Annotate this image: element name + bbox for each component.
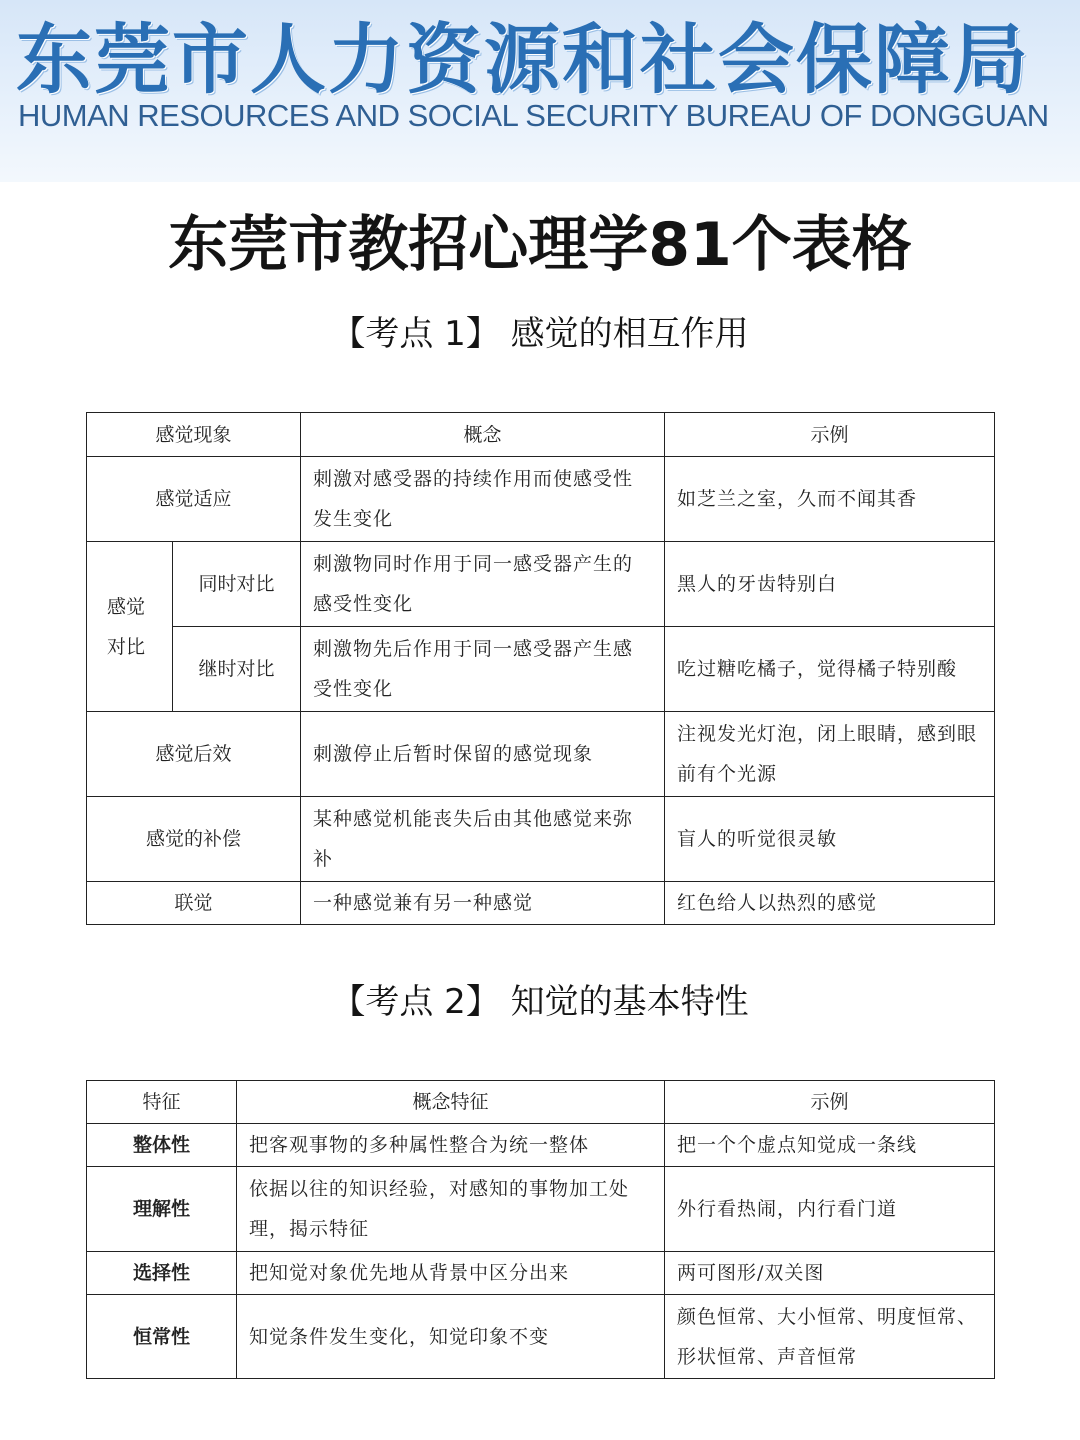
banner-title-chinese: 东莞市人力资源和社会保障局 (16, 15, 1030, 104)
table-row (87, 712, 995, 797)
concept-cell: 把客观事物的多种属性整合为统一整体 (237, 1124, 665, 1167)
group-cell (87, 542, 173, 712)
header-cell: 特征 (87, 1081, 237, 1124)
example-cell: 颜色恒常、大小恒常、明度恒常、形状恒常、声音恒常 (665, 1295, 995, 1379)
group-label: 感觉对比 (107, 595, 146, 658)
concept-cell: 一种感觉兼有另一种感觉 (301, 882, 665, 925)
concept-cell: 依据以往的知识经验，对感知的事物加工处理，揭示特征 (237, 1167, 665, 1252)
example-cell: 红色给人以热烈的感觉 (665, 882, 995, 925)
phenomenon-cell: 联觉 (87, 882, 301, 925)
concept-cell: 刺激停止后暂时保留的感觉现象 (301, 712, 665, 797)
concept-cell: 某种感觉机能丧失后由其他感觉来弥补 (301, 797, 665, 882)
feature-cell: 选择性 (87, 1252, 237, 1295)
header-cell: 示例 (665, 413, 995, 457)
example-cell: 注视发光灯泡，闭上眼睛，感到眼前有个光源 (665, 712, 995, 797)
table-row (87, 1124, 995, 1167)
section-2-title: 【考点 2】 知觉的基本特性 (331, 982, 749, 1022)
section-1-title: 【考点 1】 感觉的相互作用 (331, 314, 749, 354)
header-cell: 概念特征 (237, 1081, 665, 1124)
table-row (87, 1167, 995, 1252)
example-cell: 把一个个虚点知觉成一条线 (665, 1124, 995, 1167)
example-cell: 如芝兰之室，久而不闻其香 (665, 457, 995, 542)
table-row (87, 1295, 995, 1379)
concept-cell: 刺激物先后作用于同一感受器产生感受性变化 (301, 627, 665, 712)
phenomenon-cell: 同时对比 (173, 542, 301, 627)
phenomenon-cell: 继时对比 (173, 627, 301, 712)
sensation-interaction-table (86, 412, 995, 925)
table-header-row (87, 1081, 995, 1124)
header-cell: 感觉现象 (87, 413, 301, 457)
table-row (87, 457, 995, 542)
example-cell: 外行看热闹，内行看门道 (665, 1167, 995, 1252)
example-cell: 两可图形/双关图 (665, 1252, 995, 1295)
feature-cell: 恒常性 (87, 1295, 237, 1379)
feature-cell: 理解性 (87, 1167, 237, 1252)
concept-cell: 把知觉对象优先地从背景中区分出来 (237, 1252, 665, 1295)
example-cell: 盲人的听觉很灵敏 (665, 797, 995, 882)
table-row (87, 1252, 995, 1295)
feature-cell: 整体性 (87, 1124, 237, 1167)
phenomenon-cell: 感觉后效 (87, 712, 301, 797)
concept-cell: 刺激物同时作用于同一感受器产生的感受性变化 (301, 542, 665, 627)
concept-cell: 刺激对感受器的持续作用而使感受性发生变化 (301, 457, 665, 542)
header-banner (0, 0, 1080, 182)
perception-properties-table (86, 1080, 995, 1379)
header-cell: 概念 (301, 413, 665, 457)
example-cell: 吃过糖吃橘子，觉得橘子特别酸 (665, 627, 995, 712)
banner-title-english: HUMAN RESOURCES AND SOCIAL SECURITY BUREAU OF DONGGUAN (18, 98, 1049, 133)
concept-cell: 知觉条件发生变化，知觉印象不变 (237, 1295, 665, 1379)
phenomenon-cell: 感觉适应 (87, 457, 301, 542)
table-row (87, 797, 995, 882)
header-cell: 示例 (665, 1081, 995, 1124)
page-title: 东莞市教招心理学81个表格 (168, 210, 912, 280)
table-header-row (87, 413, 995, 457)
phenomenon-cell: 感觉的补偿 (87, 797, 301, 882)
table-row (87, 542, 995, 627)
table-row (87, 882, 995, 925)
example-cell: 黑人的牙齿特别白 (665, 542, 995, 627)
table-row (87, 627, 995, 712)
